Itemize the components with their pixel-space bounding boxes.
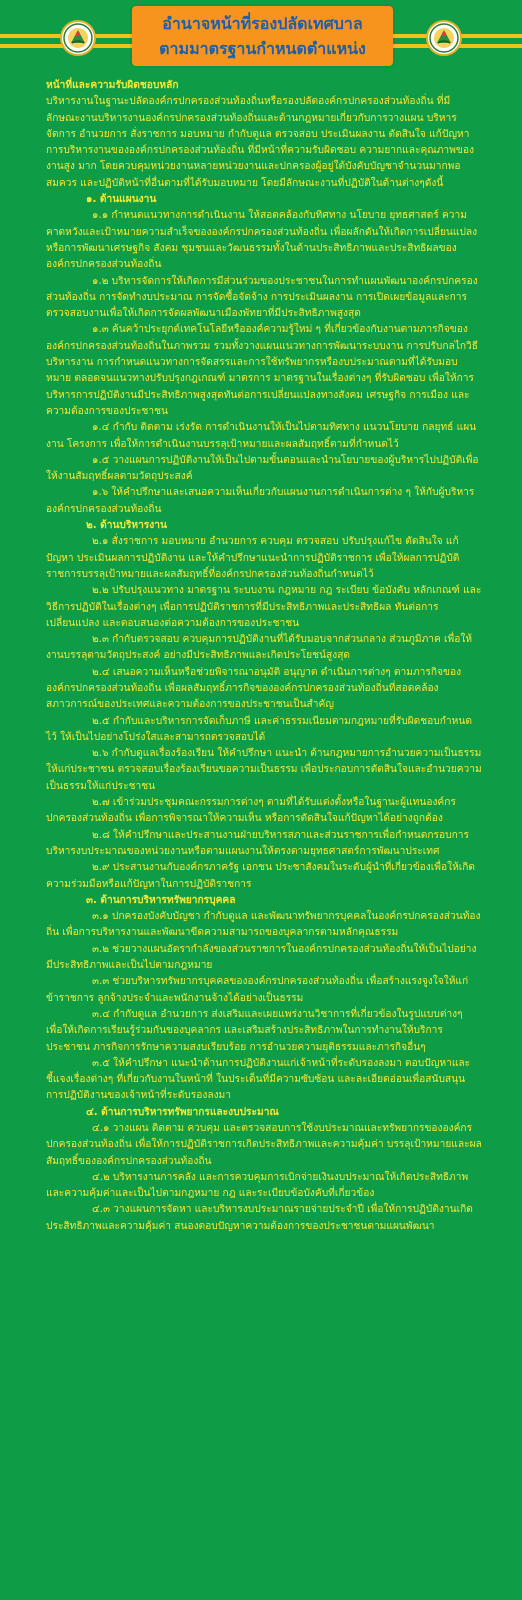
section-title: ๓. ด้านการบริหารทรัพยากรบุคคล	[86, 894, 236, 906]
section-item: ๓.๓ ช่วยบริหารทรัพยากรบุคคลขององค์กรปกครองส่วนท้องถิ่น เพื่อสร้างแรงจูงใจให้แก่ข้าราชการ ลูกจ้างประจำและพนักงานจ้างได้อย่างเป็นธรรม	[46, 976, 469, 1004]
section-item: ๓.๒ ช่วยวางแผนอัตรากำลังของส่วนราชการในองค์กรปกครองส่วนท้องถิ่นให้เป็นไปอย่างมีประสิทธิภาพและเป็นไปตามกฎหมาย	[46, 943, 477, 972]
section-item: ๒.๓ กำกับตรวจสอบ ควบคุมการปฏิบัติงานที่ได้รับมอบจากส่วนกลาง ส่วนภูมิภาค เพื่อให้งานบรรลุตามวัตถุประสงค์ อย่างมีประสิทธิภาพและเกิดประโยชน์สูงสุด	[46, 634, 473, 662]
sections-list	[46, 192, 482, 1235]
section-item: ๔.๓ วางแผนการจัดหา และบริหารงบประมาณรายจ่ายประจำปี เพื่อให้การปฏิบัติงานเกิดประสิทธิภาพและความคุ้มค่า สนองตอบปัญหาความต้องการของประชาชนตามแผนพัฒนา	[46, 1204, 473, 1232]
section-item: ๑.๓ ค้นคว้าประยุกต์เทคโนโลยีหรือองค์ความรู้ใหม่ ๆ ที่เกี่ยวข้องกับงานตามภารกิจของ องค์กรปกครองส่วนท้องถิ่นในภาพรวม รวมทั้งวางแผนแนวทางการพัฒนาระบบงาน การปรับกลไกวิธีบริหารงาน การกำหนดแนวทางการจัดสรรและการใช้ทรัพยากรหรืองบประมาณตามที่ได้รับมอบหมาย ตลอดจนแนวทางปรับปรุงกฎเกณฑ์ มาตรการ มาตรฐานในเรื่องต่างๆ ที่รับผิดชอบ เพื่อให้การบริหารการปฏิบัติงานมีประสิทธิภาพสูงสุดทันต่อการเปลี่ยนแปลงทางสังคม เศรษฐกิจ การเมือง และความต้องการของประชาชน	[46, 324, 478, 417]
section-item: ๓.๑ ปกครองบังคับบัญชา กำกับดูแล และพัฒนาทรัพยากรบุคคลในองค์กรปกครองส่วนท้องถิ่น เพื่อการบริหารงานและพัฒนาขีดความสามารถของบุคลากรตามหลักคุณธรรม	[46, 911, 481, 939]
section-item: ๒.๒ ปรับปรุงแนวทาง มาตรฐาน ระบบงาน กฎหมาย กฎ ระเบียบ ข้อบังคับ หลักเกณฑ์ และวิธีการปฏิบัติในเรื่องต่างๆ เพื่อการปฏิบัติราชการที่มีประสิทธิภาพและประสิทธิผล ทันต่อการเปลี่ยนแปลง และตอบสนองต่อความต้องการของประชาชน	[46, 585, 482, 629]
section-item: ๑.๒ บริหารจัดการให้เกิดการมีส่วนร่วมของประชาชนในการทำแผนพัฒนาองค์กรปกครองส่วนท้องถิ่น การจัดทำงบประมาณ การจัดซื้อจัดจ้าง การประเมินผลงาน การเปิดเผยข้อมูลและการตรวจสอบงานเพื่อให้เกิดการจัดผลพัฒนาเมืองพัทยาที่มีประสิทธิภาพสูงสุด	[46, 275, 478, 320]
emblem-logo-left	[60, 20, 96, 56]
section-item: ๒.๕ กำกับและบริหารการจัดเก็บภาษี และค่าธรรมเนียมตามกฎหมายที่รับผิดชอบกำหนดไว้ ให้เป็นไปอย่างโปร่งใสและสามารถตรวจสอบได้	[46, 715, 472, 743]
section-item: ๑.๑ กำหนดแนวทางการดำเนินงาน ให้สอดคล้องกับทิศทาง นโยบาย ยุทธศาสตร์ ความคาดหวังและเป้าหมายความสำเร็จขององค์กรปกครองส่วนท้องถิ่น เพื่อผลักดันให้เกิดการเปลี่ยนแปลงหรือการพัฒนาเศรษฐกิจ สังคม ชุมชนและวัฒนธรรมทั้งในด้านประสิทธิภาพและประสิทธิผลของ องค์กรปกครองส่วนท้องถิ่น	[46, 210, 478, 271]
section-item: ๒.๔ เสนอความเห็นหรือช่วยพิจารณาอนุมัติ อนุญาต ดำเนินการต่างๆ ตามภารกิจขององค์กรปกครองส่วนท้องถิ่น เพื่อผลสัมฤทธิ์ภารกิจขององค์กรปกครองส่วนท้องถิ่นที่สอดคล้องสภาวการณ์ของประเทศและความต้องการของประชาชนเป็นสำคัญ	[46, 666, 462, 711]
section-item: ๒.๑ สั่งราชการ มอบหมาย อำนวยการ ควบคุม ตรวจสอบ ปรับปรุงแก้ไข ตัดสินใจ แก้ปัญหา ประเมินผลการปฏิบัติงาน และให้คำปรึกษาแนะนำการปฏิบัติราชการ เพื่อให้ผลการปฏิบัติราชการบรรลุเป้าหมายและผลสัมฤทธิ์ที่องค์กรปกครองส่วนท้องถิ่นกำหนดไว้	[46, 536, 460, 580]
section-item: ๓.๔ กำกับดูแล อำนวยการ ส่งเสริมและเผยแพร่งานวิชาการที่เกี่ยวข้องในรูปแบบต่างๆ เพื่อให้เกิดการเรียนรู้ร่วมกันของบุคลากร และเสริมสร้างประสิทธิภาพในการทำงานให้บริการประชาชน ภารกิจการรักษาความสงบเรียบร้อย การอำนวยความยุติธรรมและภารกิจอื่นๆ	[46, 1008, 463, 1053]
section-title: ๒. ด้านบริหารงาน	[86, 520, 167, 532]
section-item: ๓.๕ ให้คำปรึกษา แนะนำด้านการปฏิบัติงานแก่เจ้าหน้าที่ระดับรองลงมา ตอบปัญหาและชี้แจงเรื่องต่างๆ ที่เกี่ยวกับงานในหน้าที่ ในประเด็นที่มีความซับซ้อน และละเอียดอ่อนเพื่อสนับสนุนการปฏิบัติงานของเจ้าหน้าที่ระดับรองลงมา	[46, 1057, 471, 1102]
emblem-icon-left	[63, 23, 93, 53]
section-item: ๑.๔ กำกับ ติดตาม เร่งรัด การดำเนินงานให้เป็นไปตามทิศทาง แนวนโยบาย กลยุทธ์ แผนงาน โครงการ เพื่อให้การดำเนินงานบรรลุเป้าหมายและผลสัมฤทธิ์ตามที่กำหนดไว้	[46, 422, 477, 450]
section-item: ๑.๖ ให้คำปรึกษาและเสนอความเห็นเกี่ยวกับแผนงานการดำเนินการต่าง ๆ ให้กับผู้บริหารองค์กรปกครองส่วนท้องถิ่น	[46, 487, 475, 515]
page-title-line-1: อำนาจหน้าที่รองปลัดเทศบาล	[162, 14, 363, 33]
page-title-box	[132, 6, 393, 66]
section-item: ๑.๕ วางแผนการปฏิบัติงานให้เป็นไปตามขั้นตอนและนำนโยบายของผู้บริหารไปปฏิบัติเพื่อให้งานสัมฤทธิ์ผลตามวัตถุประสงค์	[46, 454, 479, 483]
section-item: ๒.๗ เข้าร่วมประชุมคณะกรรมการต่างๆ ตามที่ได้รับแต่งตั้งหรือในฐานะผู้แทนองค์กรปกครองส่วนท้องถิ่น เพื่อการพิจารณาให้ความเห็น หรือการตัดสินใจแก้ปัญหาได้อย่างถูกต้อง	[46, 797, 456, 825]
duties-content	[46, 78, 482, 1235]
section-item: ๒.๘ ให้คำปรึกษาและประสานงานฝ่ายบริหารสภาและส่วนราชการเพื่อกำหนดกรอบการบริหารงบประมาณของหน่วยงานหรือตามแผนงานให้ตรงตามยุทธศาสตร์การพัฒนาประเทศ	[46, 829, 469, 857]
emblem-logo-right	[426, 20, 462, 56]
section-title: ๔. ด้านการบริหารทรัพยากรและงบประมาณ	[86, 1106, 279, 1118]
section-title: ๑. ด้านแผนงาน	[86, 194, 157, 206]
section-item: ๒.๙ ประสานงานกับองค์กรภาครัฐ เอกชน ประชาสังคมในระดับผู้นำที่เกี่ยวข้องเพื่อให้เกิดความร่วมมือหรือแก้ปัญหาในการปฏิบัติราชการ	[46, 862, 476, 890]
emblem-icon-right	[429, 23, 459, 53]
page-title-line-2: ตามมาตรฐานกำหนดตำแหน่ง	[159, 39, 366, 58]
section-item: ๒.๖ กำกับดูแลเรื่องร้องเรียน ให้คำปรึกษา แนะนำ ด้านกฎหมายการอำนวยความเป็นธรรมให้แก่ประชาชน ตรวจสอบเรื่องร้องเรียนขอความเป็นธรรม เพื่อประกอบการตัดสินใจและอำนวยความเป็นธรรมให้แก่ประชาชน	[46, 748, 482, 792]
section-item: ๔.๒ บริหารงานการคลัง และการควบคุมการเบิกจ่ายเงินงบประมาณให้เกิดประสิทธิภาพและความคุ้มค่าและเป็นไปตามกฎหมาย กฎ และระเบียบข้อบังคับที่เกี่ยวข้อง	[46, 1171, 469, 1200]
intro-heading: หน้าที่และความรับผิดชอบหลัก	[46, 80, 179, 91]
section-item: ๔.๑ วางแผน ติดตาม ควบคุม และตรวจสอบการใช้งบประมาณและทรัพยากรขององค์กรปกครองส่วนท้องถิ่น เพื่อให้การปฏิบัติราชการเกิดประสิทธิภาพและความคุ้มค่า บรรลุเป้าหมายและผลสัมฤทธิ์ขององค์กรปกครองส่วนท้องถิ่น	[46, 1123, 482, 1167]
intro-paragraph: บริหารงานในฐานะปลัดองค์กรปกครองส่วนท้องถิ่นหรือรองปลัดองค์กรปกครองส่วนท้องถิ่น ที่มีลักษณะงานบริหารงานองค์กรปกครองส่วนท้องถิ่นและด้านกฎหมายเกี่ยวกับการวางแผน บริหารจัดการ อำนวยการ สั่งราชการ มอบหมาย กำกับดูแล ตรวจสอบ ประเมินผลงาน ตัดสินใจ แก้ปัญหาการบริหารงานขององค์กรปกครองส่วนท้องถิ่น ที่มีหน้าที่ความรับผิดชอบ ความยากและคุณภาพของงานสูง มาก โดยควบคุมหน่วยงานหลายหน่วยงานและปกครองผู้อยู่ใต้บังคับบัญชาจำนวนมากพอสมควร และปฏิบัติหน้าที่อื่นตามที่ได้รับมอบหมาย โดยมีลักษณะงานที่ปฏิบัติในด้านต่างๆดังนี้	[46, 96, 474, 189]
